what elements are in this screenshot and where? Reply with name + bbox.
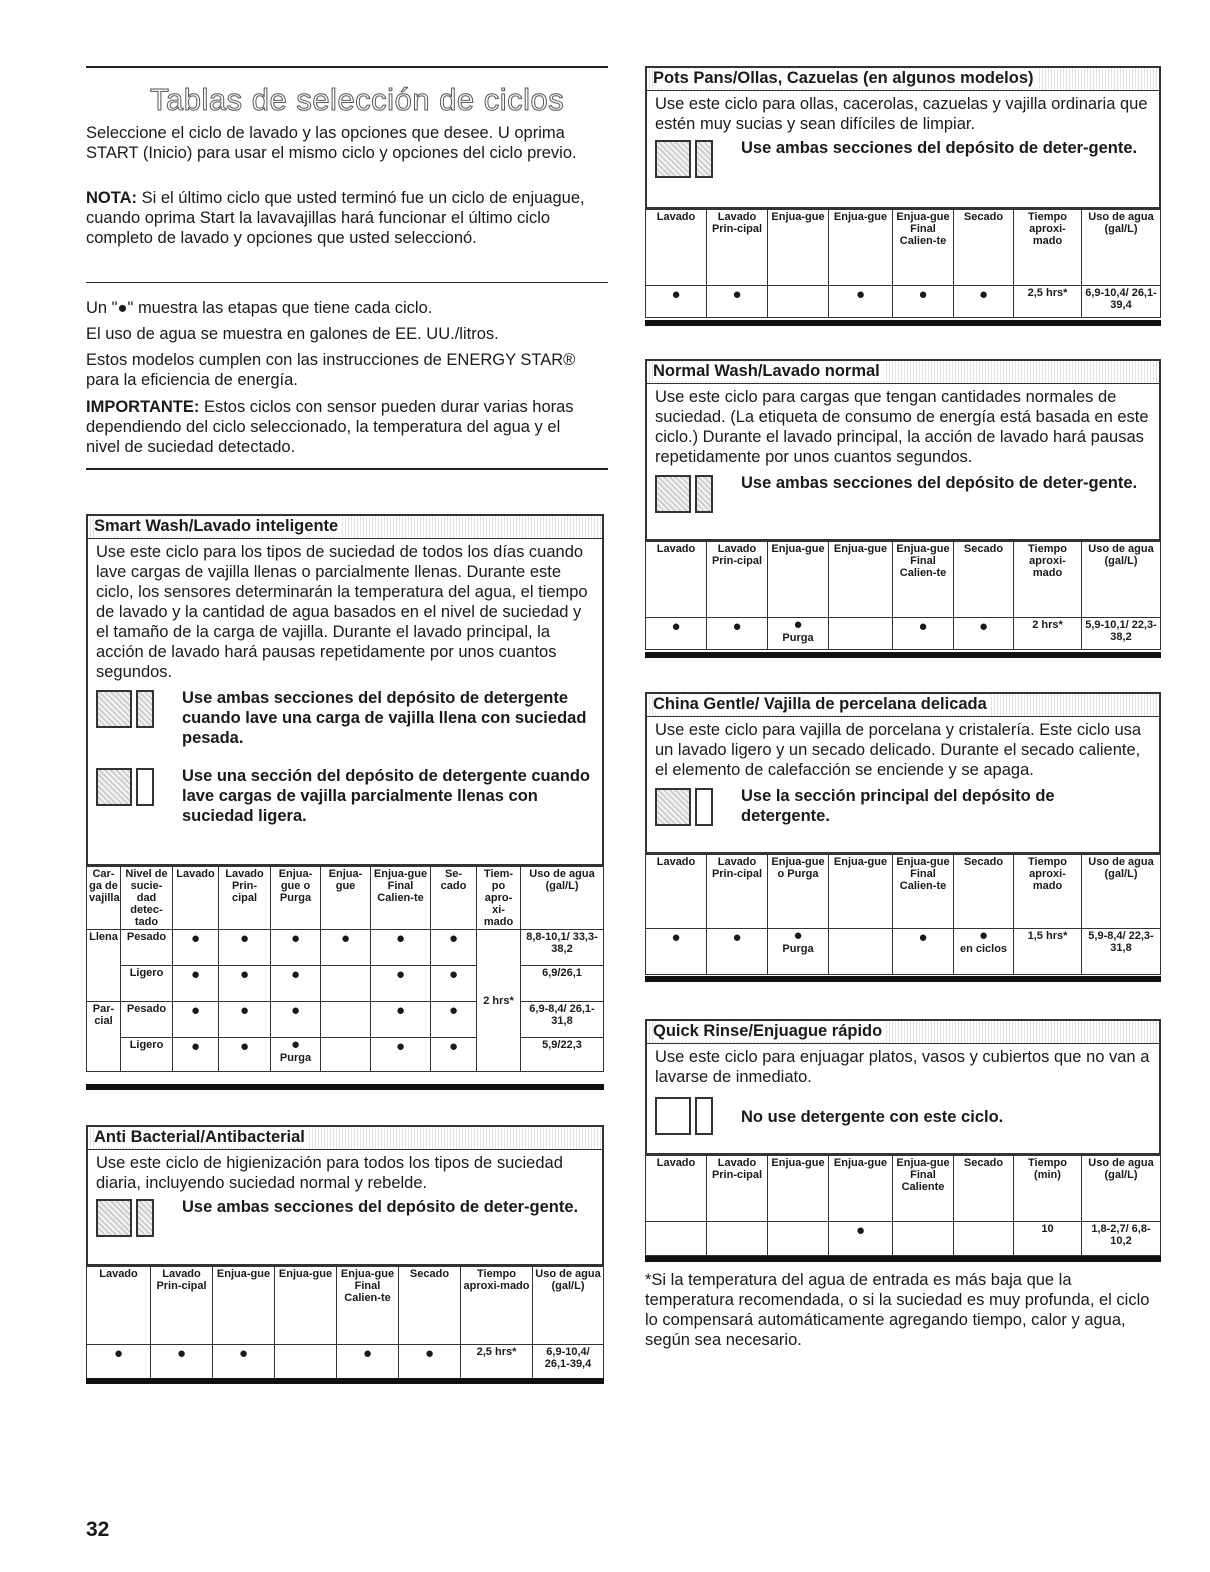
dot-cell: ● <box>954 286 1014 318</box>
quick-rinse-title: Quick Rinse/Enjuague rápido <box>653 1022 886 1041</box>
col-header: Lavado <box>173 867 219 930</box>
dispenser-both-icon <box>655 473 715 517</box>
dot-cell: ● <box>271 1002 321 1038</box>
detergent-text: Use la sección principal del depósito de detergente. <box>741 787 1055 825</box>
col-header: Uso de agua (gal/L) <box>1082 542 1161 618</box>
col-header: Enjua-gue o Purga <box>768 855 829 929</box>
table-bottom-bar <box>645 320 1161 326</box>
table-header-row <box>87 867 604 930</box>
dot-cell: ● <box>219 966 271 1002</box>
dot-cell: ● <box>893 929 954 975</box>
col-header: Uso de agua (gal/L) <box>1082 1156 1161 1222</box>
smart-wash-box <box>86 514 604 866</box>
quick-rinse-table <box>645 1155 1161 1256</box>
water-cell: 6,9-10,4/ 26,1-39,4 <box>1082 286 1161 318</box>
dot-cell: ● <box>371 1038 431 1072</box>
col-header: Lavado <box>646 855 707 929</box>
divider-bottom <box>86 468 608 470</box>
dot-cell: ● <box>431 1002 477 1038</box>
dot-cell: ● <box>173 966 219 1002</box>
dot-cell: ● <box>371 1002 431 1038</box>
anti-bacterial-box <box>86 1125 604 1266</box>
col-header: Secado <box>954 1156 1014 1222</box>
dot-cell: ● Purga <box>768 929 829 975</box>
col-header: Secado <box>954 542 1014 618</box>
time-cell: 2 hrs* <box>477 930 521 1072</box>
col-header: Enjua-gue o Purga <box>271 867 321 930</box>
dot-cell <box>893 1222 954 1256</box>
dot-cell: ● <box>87 1345 151 1379</box>
col-header: Uso de agua (gal/L) <box>521 867 604 930</box>
china-gentle-box <box>645 692 1161 854</box>
page-number: 32 <box>86 1518 110 1541</box>
dot-cell <box>768 286 829 318</box>
no-detergent-text: No use detergente con este ciclo. <box>741 1108 1004 1126</box>
col-header: Se-cado <box>431 867 477 930</box>
water-cell: 5,9-8,4/ 22,3-31,8 <box>1082 929 1161 975</box>
quick-rinse-box <box>645 1019 1161 1155</box>
col-header: Enjua-gue <box>768 1156 829 1222</box>
nota-text: Si el último ciclo que usted terminó fue un ciclo de enjuague, cuando oprima Start la lavavajillas hará funcionar el último ciclo completo de lavado y opciones que usted seleccionó. <box>86 189 585 247</box>
detergent-row <box>647 138 1159 182</box>
nota-label: NOTA: <box>86 189 138 207</box>
quick-rinse-header <box>647 1021 1159 1044</box>
col-header: Uso de agua (gal/L) <box>533 1267 604 1345</box>
dot-cell <box>321 966 371 1002</box>
dot-cell: ● <box>646 929 707 975</box>
dot-cell: ● <box>431 1038 477 1072</box>
table-row <box>87 1002 604 1038</box>
smart-wash-header <box>88 516 602 539</box>
detergent-row <box>647 473 1159 517</box>
quick-rinse-description: Use este ciclo para enjuagar platos, vasos y cubiertos que no van a lavarse de inmediato. <box>655 1048 1150 1086</box>
detergent-text: Use ambas secciones del depósito de deter-gente. <box>182 1198 579 1216</box>
dot-cell <box>646 1222 707 1256</box>
dispenser-main-icon <box>655 786 715 830</box>
nota-paragraph <box>86 188 608 248</box>
col-header: Lavado Prin-cipal <box>219 867 271 930</box>
importante-paragraph <box>86 397 586 457</box>
dispenser-both-icon <box>655 138 715 182</box>
dot-cell: ● <box>707 286 768 318</box>
dot-cell: ● <box>829 1222 893 1256</box>
table-bottom-bar <box>645 1256 1161 1262</box>
detergent-partial-text: Use una sección del depósito de detergente cuando lave cargas de vajilla parcialmente llenas con suciedad ligera. <box>182 767 591 825</box>
dot-cell: ● <box>337 1345 399 1379</box>
col-header: Uso de agua (gal/L) <box>1082 855 1161 929</box>
dispenser-both-icon <box>96 1197 156 1241</box>
col-header: Tiempo (min) <box>1014 1156 1082 1222</box>
dot-cell: ● <box>707 618 768 650</box>
col-header: Enjua-gue <box>829 542 893 618</box>
dot-cell <box>954 1222 1014 1256</box>
smart-wash-description: Use este ciclo para los tipos de suciedad de todos los días cuando lave cargas de vajilla llenas o parcialmente llenas. Durante este ciclo, los sensores determinarán la temperatura del agua, el tiempo de lavado y la cantidad de agua basados en el nivel de suciedad y el tamaño de la carga de vajilla. Durante el lavado principal, la acción de lavado hará pausas repetidamente por unos cuantos segundos. <box>96 543 588 681</box>
table-row <box>646 286 1161 318</box>
detergent-full-row <box>88 688 602 748</box>
dot-cell <box>321 1038 371 1072</box>
table-bottom-bar <box>645 976 1161 982</box>
time-cell: 2,5 hrs* <box>461 1345 533 1379</box>
dot-cell: ● <box>219 1002 271 1038</box>
pots-pans-table <box>645 209 1161 318</box>
table-row <box>87 1038 604 1072</box>
china-gentle-table <box>645 854 1161 975</box>
table-header-row <box>646 1156 1161 1222</box>
dot-cell <box>829 618 893 650</box>
normal-wash-description: Use este ciclo para cargas que tengan cantidades normales de suciedad. (La etiqueta de consumo de energía está basada en este ciclo.) Durante el lavado principal, la acción de lavado hará pausas repetidamente por unos cuantos segundos. <box>655 388 1149 466</box>
dot-cell: ● <box>893 618 954 650</box>
dot-cell: ● Purga <box>768 618 829 650</box>
col-header: Lavado Prin-cipal <box>707 210 768 286</box>
anti-bacterial-table <box>86 1266 604 1379</box>
detergent-row <box>647 1095 1159 1139</box>
top-rule <box>86 66 608 68</box>
footnote: *Si la temperatura del agua de entrada es más baja que la temperatura recomendada, o si la suciedad es muy profunda, el ciclo lo compensará automáticamente agregando tiempo, calor y agua, según sea necesario. <box>645 1271 1150 1349</box>
col-header: Lavado Prin-cipal <box>707 855 768 929</box>
col-header: Enjua-gue <box>321 867 371 930</box>
china-gentle-description: Use este ciclo para vajilla de porcelana y cristalería. Este ciclo usa un lavado ligero y un secado delicado. Durante el secado caliente, el elemento de calefacción se enciende y se apaga. <box>655 721 1142 779</box>
col-header: Secado <box>954 855 1014 929</box>
detergent-text: Use ambas secciones del depósito de deter-gente. <box>741 139 1138 157</box>
col-header: Enjua-gue Final Calien-te <box>893 542 954 618</box>
col-header: Enjua-gue Final Calien-te <box>371 867 431 930</box>
detergent-partial-row <box>88 766 602 826</box>
dot-cell: ● <box>431 930 477 966</box>
col-header: Tiem-po apro-xi-mado <box>477 867 521 930</box>
dot-cell: ● <box>431 966 477 1002</box>
china-gentle-title: China Gentle/ Vajilla de percelana delicada <box>653 695 991 714</box>
dispenser-both-icon <box>96 688 156 732</box>
col-header: Uso de agua (gal/L) <box>1082 210 1161 286</box>
col-header: Lavado Prin-cipal <box>151 1267 213 1345</box>
dot-cell: ● <box>893 286 954 318</box>
dot-cell: ● <box>707 929 768 975</box>
table-row <box>87 966 604 1002</box>
dot-cell <box>829 929 893 975</box>
water-cell: 6,9-8,4/ 26,1-31,8 <box>521 1002 604 1038</box>
carga-cell: Par-cial <box>87 1002 121 1072</box>
dispenser-empty-icon <box>655 1095 715 1139</box>
time-cell: 10 <box>1014 1222 1082 1256</box>
pots-pans-box <box>645 66 1161 209</box>
col-header: Lavado <box>87 1267 151 1345</box>
pots-pans-title: Pots Pans/Ollas, Cazuelas (en algunos modelos) <box>653 69 1038 88</box>
dot-cell: ● <box>151 1345 213 1379</box>
table-bottom-bar <box>645 652 1161 658</box>
dot-cell: ● en ciclos <box>954 929 1014 975</box>
col-header: Lavado <box>646 210 707 286</box>
dot-cell <box>275 1345 337 1379</box>
nivel-cell: Pesado <box>121 1002 173 1038</box>
detergent-row <box>88 1197 602 1241</box>
col-header: Enjua-gue <box>829 855 893 929</box>
col-header: Tiempo aproxi-mado <box>1014 210 1082 286</box>
detergent-row <box>647 786 1159 830</box>
col-header: Lavado <box>646 542 707 618</box>
divider <box>86 282 608 283</box>
col-header: Enjua-gue Final Calien-te <box>893 855 954 929</box>
col-header: Secado <box>954 210 1014 286</box>
col-header: Enjua-gue Final Calien-te <box>337 1267 399 1345</box>
dot-cell: ● <box>219 1038 271 1072</box>
dot-cell: ● <box>371 966 431 1002</box>
water-cell: 6,9-10,4/ 26,1-39,4 <box>533 1345 604 1379</box>
table-row <box>646 929 1161 975</box>
col-header: Nivel de sucie-dad detec-tado <box>121 867 173 930</box>
table-header-row <box>646 855 1161 929</box>
col-header: Secado <box>399 1267 461 1345</box>
dot-cell: ● <box>954 618 1014 650</box>
dot-cell: ● <box>371 930 431 966</box>
anti-bacterial-title: Anti Bacterial/Antibacterial <box>94 1128 309 1147</box>
table-header-row <box>87 1267 604 1345</box>
dot-cell: ● <box>321 930 371 966</box>
dot-cell: ● <box>271 930 321 966</box>
nivel-cell: Pesado <box>121 930 173 966</box>
col-header: Enjua-gue <box>829 1156 893 1222</box>
dot-cell: ● <box>173 1002 219 1038</box>
anti-bacterial-description: Use este ciclo de higienización para todos los tipos de suciedad diaria, incluyendo suciedad normal y rebelde. <box>96 1154 563 1192</box>
col-header: Enjua-gue <box>768 210 829 286</box>
table-row <box>646 1222 1161 1256</box>
importante-label: IMPORTANTE: <box>86 398 200 416</box>
normal-wash-header <box>647 361 1159 384</box>
water-cell: 5,9-10,1/ 22,3-38,2 <box>1082 618 1161 650</box>
detergent-text: Use ambas secciones del depósito de deter-gente. <box>741 474 1138 492</box>
table-header-row <box>646 542 1161 618</box>
importante-text: Estos ciclos con sensor pueden durar varias horas dependiendo del ciclo seleccionado, la temperatura del agua y el nivel de suciedad detectado. <box>86 398 574 456</box>
table-row <box>87 930 604 966</box>
dot-cell: ● <box>646 618 707 650</box>
anti-bacterial-header <box>88 1127 602 1150</box>
col-header: Lavado <box>646 1156 707 1222</box>
col-header: Tiempo aproxi-mado <box>1014 542 1082 618</box>
dot-cell: ● <box>219 930 271 966</box>
table-header-row <box>646 210 1161 286</box>
normal-wash-table <box>645 541 1161 650</box>
col-header: Enjua-gue Final Calien-te <box>893 210 954 286</box>
normal-wash-title: Normal Wash/Lavado normal <box>653 362 884 381</box>
dot-cell: ● Purga <box>271 1038 321 1072</box>
dot-cell <box>707 1222 768 1256</box>
en-ciclos-label: en ciclos <box>959 943 1008 955</box>
dot-cell: ● <box>271 966 321 1002</box>
dot-cell: ● <box>173 930 219 966</box>
col-header: Car-ga de vajilla <box>87 867 121 930</box>
dot-cell <box>321 1002 371 1038</box>
col-header: Lavado Prin-cipal <box>707 1156 768 1222</box>
col-header: Lavado Prin-cipal <box>707 542 768 618</box>
col-header: Enjua-gue <box>275 1267 337 1345</box>
legend-dot: Un "●" muestra las etapas que tiene cada ciclo. <box>86 299 433 317</box>
time-cell: 2 hrs* <box>1014 618 1082 650</box>
water-cell: 5,9/22,3 <box>521 1038 604 1072</box>
legend-water: El uso de agua se muestra en galones de EE. UU./litros. <box>86 325 499 343</box>
water-cell: 1,8-2,7/ 6,8-10,2 <box>1082 1222 1161 1256</box>
carga-cell: Llena <box>87 930 121 1002</box>
table-row <box>646 618 1161 650</box>
col-header: Tiempo aproxi-mado <box>461 1267 533 1345</box>
table-bottom-bar <box>86 1084 604 1090</box>
dot-cell: ● <box>829 286 893 318</box>
dot-cell <box>768 1222 829 1256</box>
purga-label: Purga <box>782 943 814 955</box>
detergent-full-text: Use ambas secciones del depósito de detergente cuando lave una carga de vajilla llena con suciedad pesada. <box>182 689 587 747</box>
col-header: Enjua-gue <box>829 210 893 286</box>
dot-cell: ● <box>173 1038 219 1072</box>
energy-star-note: Estos modelos cumplen con las instrucciones de ENERGY STAR® para la eficiencia de energía. <box>86 351 576 389</box>
col-header: Enjua-gue Final Caliente <box>893 1156 954 1222</box>
intro-paragraph: Seleccione el ciclo de lavado y las opciones que desee. U oprima START (Inicio) para usar el mismo ciclo y opciones del ciclo previo. <box>86 124 577 162</box>
smart-wash-title: Smart Wash/Lavado inteligente <box>94 517 342 536</box>
col-header: Enjua-gue <box>213 1267 275 1345</box>
nivel-cell: Ligero <box>121 966 173 1002</box>
table-row <box>87 1345 604 1379</box>
col-header: Tiempo aproxi-mado <box>1014 855 1082 929</box>
table-bottom-bar <box>86 1378 604 1384</box>
dot-cell: ● <box>213 1345 275 1379</box>
nivel-cell: Ligero <box>121 1038 173 1072</box>
smart-wash-table <box>86 866 604 1072</box>
col-header: Enjua-gue <box>768 542 829 618</box>
dot-cell: ● <box>646 286 707 318</box>
time-cell: 2,5 hrs* <box>1014 286 1082 318</box>
pots-pans-description: Use este ciclo para ollas, cacerolas, cazuelas y vajilla ordinaria que estén muy sucias y sean difíciles de limpiar. <box>655 95 1148 133</box>
water-cell: 6,9/26,1 <box>521 966 604 1002</box>
time-cell: 1,5 hrs* <box>1014 929 1082 975</box>
purga-label: Purga <box>782 632 814 644</box>
dot-cell: ● <box>399 1345 461 1379</box>
page-title: Tablas de selección de ciclos <box>150 82 565 117</box>
pots-pans-header <box>647 68 1159 91</box>
water-cell: 8,8-10,1/ 33,3-38,2 <box>521 930 604 966</box>
dispenser-main-icon <box>96 766 156 810</box>
purga-label: Purga <box>279 1052 312 1064</box>
china-gentle-header <box>647 694 1159 717</box>
normal-wash-box <box>645 359 1161 541</box>
